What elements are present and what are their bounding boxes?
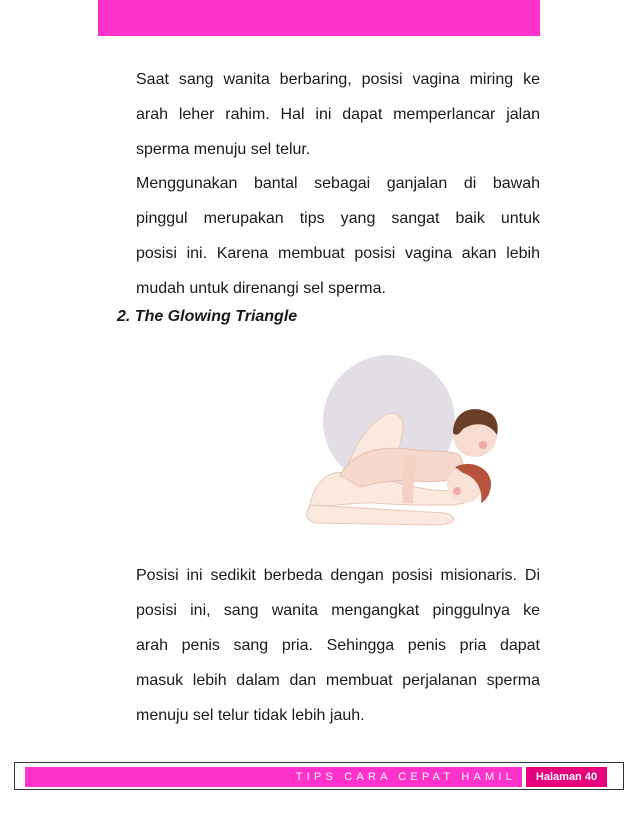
- footer-title: TIPS CARA CEPAT HAMIL: [25, 767, 522, 787]
- text-line: masuk lebih dalam dan membuat perjalanan sperma: [136, 672, 540, 689]
- text-line: posisi ini. Karena membuat posisi vagina akan lebih: [136, 245, 540, 262]
- text-line: Saat sang wanita berbaring, posisi vagina miring ke: [136, 71, 540, 88]
- couple-illustration: [285, 355, 525, 545]
- paragraph-1: [136, 62, 540, 167]
- paragraph-2: [136, 166, 540, 306]
- top-banner: [98, 0, 540, 36]
- text-line: posisi ini, sang wanita mengangkat pinggulnya ke: [136, 602, 540, 619]
- section-heading: 2. The Glowing Triangle: [117, 308, 298, 325]
- text-line: mudah untuk direnangi sel sperma.: [136, 280, 386, 297]
- text-line: Posisi ini sedikit berbeda dengan posisi misionaris. Di: [136, 567, 540, 584]
- text-line: Menggunakan bantal sebagai ganjalan di bawah: [136, 175, 540, 192]
- text-line: pinggul merupakan tips yang sangat baik untuk: [136, 210, 540, 227]
- page-footer: [14, 762, 624, 790]
- text-line: arah leher rahim. Hal ini dapat memperlancar jalan: [136, 106, 540, 123]
- page-number-badge: Halaman 40: [526, 767, 607, 787]
- text-line: menuju sel telur tidak lebih jauh.: [136, 707, 365, 724]
- man-cheek: [479, 441, 487, 449]
- woman-cheek: [453, 487, 461, 495]
- text-line: sperma menuju sel telur.: [136, 141, 311, 158]
- text-line: arah penis sang pria. Sehingga penis pria dapat: [136, 637, 540, 654]
- woman-leg: [307, 505, 454, 525]
- paragraph-3: [136, 558, 540, 733]
